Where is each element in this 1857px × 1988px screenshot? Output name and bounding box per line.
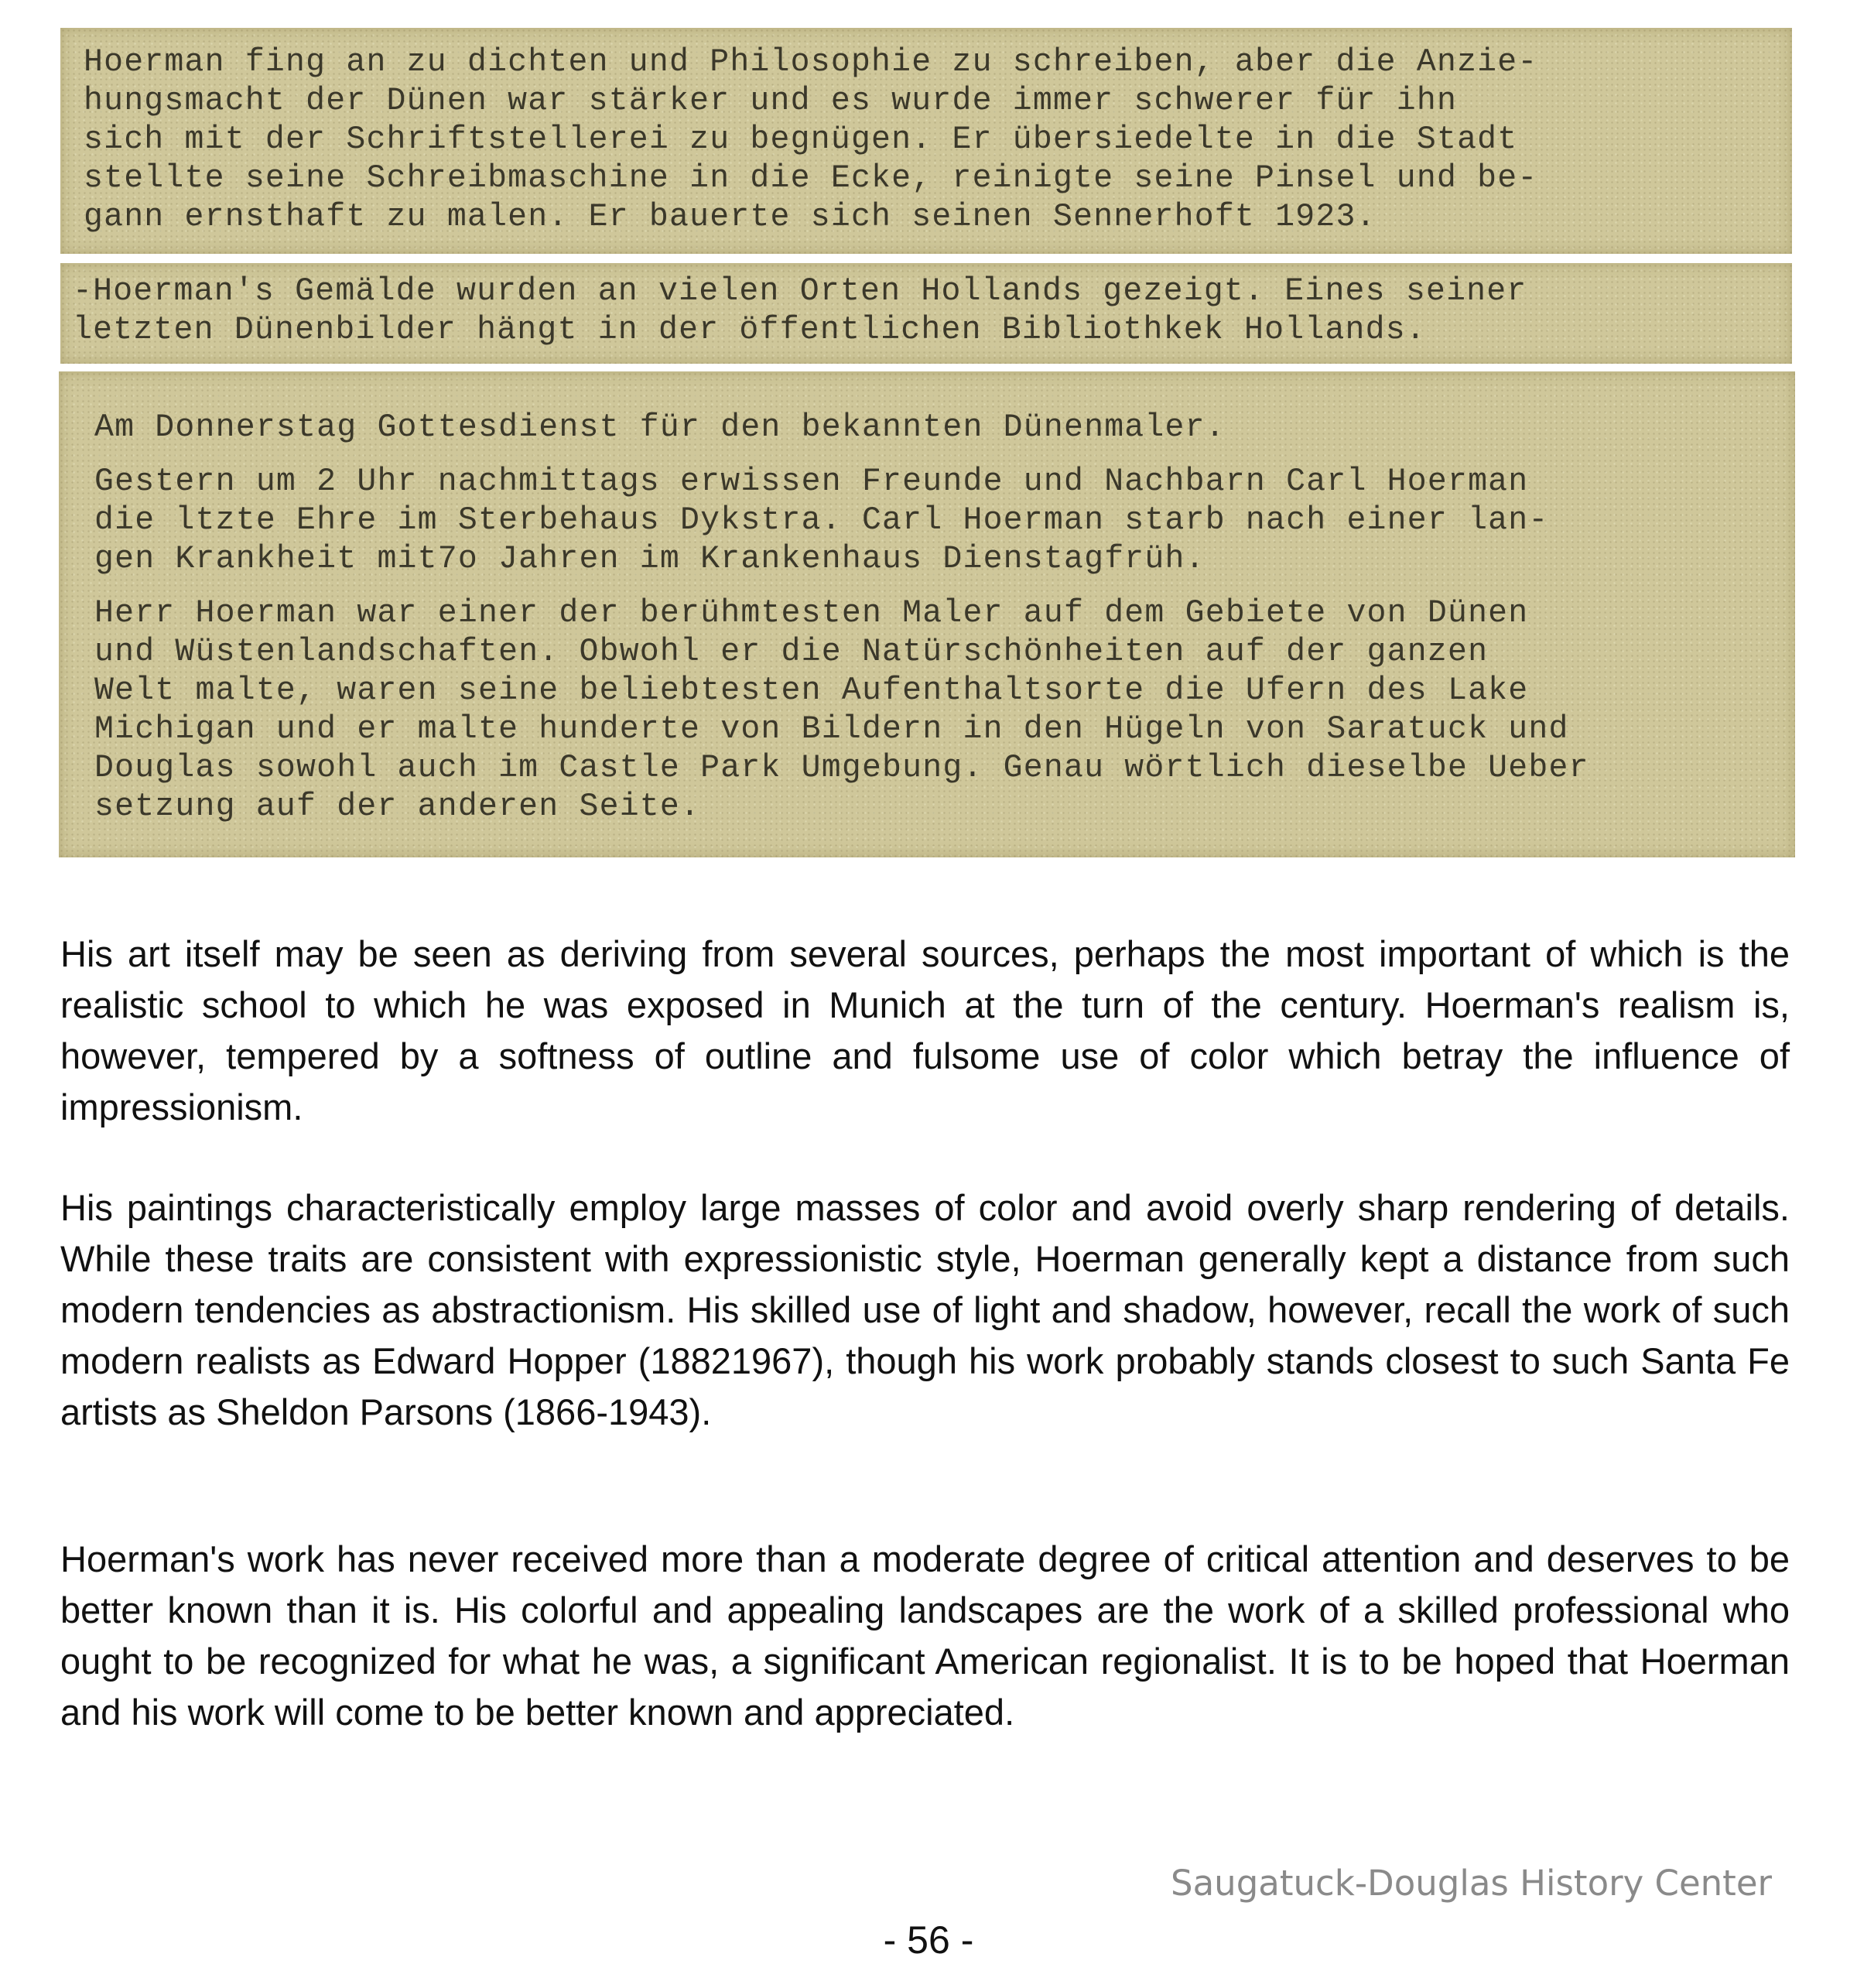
clipping-3-paragraph: Herr Hoerman war einer der berühmtesten Maler auf dem Gebiete von Dünen und Wüstenlandschaften. Obwohl er die Natürschönheiten auf der ganzen Welt malte, waren seine beliebtesten Aufenthaltsorte die Ufern des Lake Michigan und er malte hunderte von Bildern in den Hügeln von Saratuck und Douglas sowohl auch im Castle Park Umgebung. Genau wörtlich dieselbe Ueber setzung auf der anderen Seite. — [94, 595, 1589, 825]
newspaper-clipping-3 — [59, 371, 1795, 857]
page-number: - 56 - — [883, 1918, 974, 1962]
newspaper-clipping-1 — [60, 28, 1792, 254]
clipping-3-paragraph: Gestern um 2 Uhr nachmittags erwissen Freunde und Nachbarn Carl Hoerman die ltzte Ehre im Sterbehaus Dykstra. Carl Hoerman starb nach einer lan- gen Krankheit mit7o Jahren im Krankenhaus Dienstagfrüh. — [94, 464, 1549, 577]
body-paragraph: His art itself may be seen as deriving from several sources, perhaps the most important of which is the realistic school to which he was exposed in Munich at the turn of the century. Hoerman's realism is, however, tempered by a softness of outline and fulsome use of color which betray the influence of impressionism. — [60, 933, 1790, 1127]
clipping-2-text: -Hoerman's Gemälde wurden an vielen Orten Hollands gezeigt. Eines seiner letzten Dünenbilder hängt in der öffentlichen Bibliothkek Hollands. — [73, 273, 1527, 348]
body-paragraph: His paintings characteristically employ large masses of color and avoid overly sharp rendering of details. While these traits are consistent with expressionistic style, Hoerman generally kept a distance from such modern tendencies as abstractionism. His skilled use of light and shadow, however, recall the work of such modern realists as Edward Hopper (18821967), though his work probably stands closest to such Santa Fe artists as Sheldon Parsons (1866-1943). — [60, 1187, 1790, 1432]
watermark: Saugatuck-Douglas History Center — [1171, 1863, 1772, 1904]
newspaper-clipping-2 — [60, 263, 1792, 364]
clipping-3-headline: Am Donnerstag Gottesdienst für den bekannten Dünenmaler. — [94, 409, 1226, 446]
clipping-1-text: Hoerman fing an zu dichten und Philosophie zu schreiben, aber die Anzie- hungsmacht der Dünen war stärker und es wurde immer schwerer für ihn sich mit der Schriftstellerei zu begnügen. Er übersiedelte in die Stadt stellte seine Schreibmaschine in die Ecke, reinigte seine Pinsel und be- gann ernsthaft zu malen. Er bauerte sich seinen Sennerhoft 1923. — [84, 44, 1538, 235]
body-paragraph: Hoerman's work has never received more than a moderate degree of critical attention and deserves to be better known than it is. His colorful and appealing landscapes are the work of a skilled professional who ought to be recognized for what he was, a significant American regionalist. It is to be hoped that Hoerman and his work will come to be better known and appreciated. — [60, 1538, 1790, 1733]
